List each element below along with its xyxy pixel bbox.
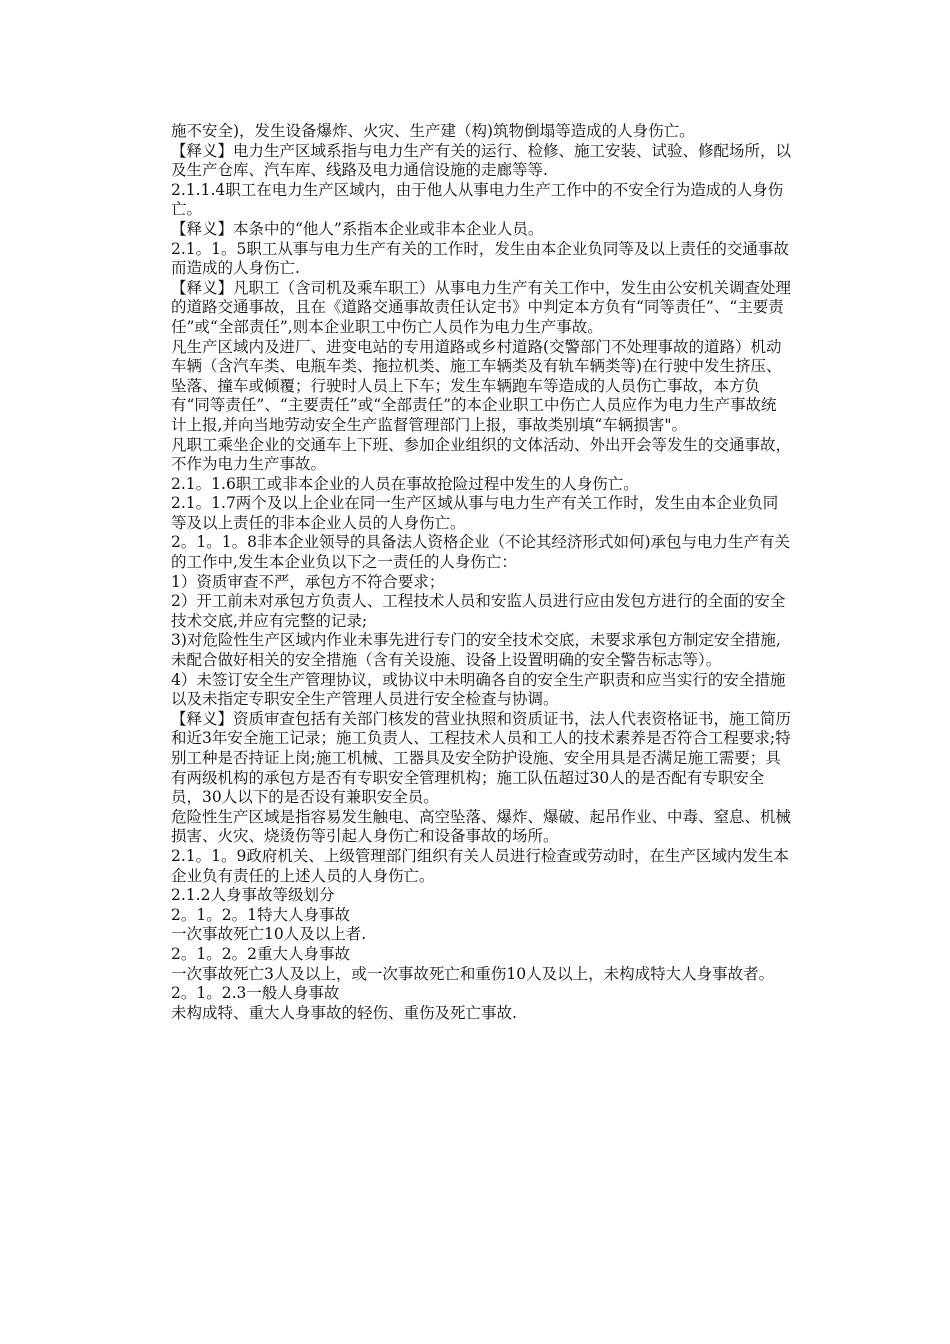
- paragraph: 【释义】本条中的“他人”系指本企业或非本企业人员。: [171, 219, 544, 238]
- paragraph: 凡生产区域内及进厂、进变电站的专用道路或乡村道路(交警部门不处理事故的道路）机动车辆（含汽车类、电瓶车类、拖拉机类、施工车辆类及有轨车辆类等)在行驶中发生挤压、坠落、撞车或倾覆；行驶时人员上下车；发生车辆跑车等造成的人员伤亡事故，本方负有“同等责任”、“主要责任”或“全部责任”的本企业职工中伤亡人员应作为电力生产事故统计上报,并向当地劳动安全生产监督管理部门上报，事故类别填“车辆损害"。: [171, 337, 782, 434]
- paragraph: 施不安全)，发生设备爆炸、火灾、生产建（构)筑物倒塌等造成的人身伤亡。: [171, 122, 695, 140]
- paragraph: 1）资质审查不严，承包方不符合要求；: [171, 572, 445, 591]
- paragraph: 2.1。1。9政府机关、上级管理部门组织有关人员进行检查或劳动时，在生产区域内发生本企业负有责任的上述人员的人身伤亡。: [171, 846, 789, 885]
- paragraph: 【释义】电力生产区域系指与电力生产有关的运行、检修、施工安装、试验、修配场所，以及生产仓库、汽车库、线路及电力通信设施的走廊等等.: [171, 141, 792, 180]
- paragraph: 一次事故死亡10人及以上者.: [171, 925, 367, 944]
- document-body: [171, 122, 791, 1023]
- paragraph: 未构成特、重大人身事故的轻伤、重伤及死亡事故.: [171, 1003, 517, 1022]
- paragraph: 一次事故死亡3人及以上，或一次事故死亡和重伤10人及以上，未构成特大人身事故者。: [171, 964, 775, 983]
- paragraph: 【释义】资质审查包括有关部门核发的营业执照和资质证书，法人代表资格证书，施工简历和近3年安全施工记录；施工负责人、工程技术人员和工人的技术素养是否符合工程要求;特别工种是否持证上岗;施工机械、工器具及安全防护设施、安全用具是否满足施工需要；具有两级机构的承包方是否有专职安全管理机构；施工队伍超过30人的是否配有专职安全员，30人以下的是否设有兼职安全员。: [171, 709, 792, 807]
- paragraph: 4）未签订安全生产管理协议，或协议中未明确各自的安全生产职责和应当实行的安全措施以及未指定专职安全生产管理人员进行安全检查与协调。: [171, 670, 786, 709]
- subsection-heading: 2。1。2。2重大人身事故: [171, 944, 350, 963]
- paragraph: 【释义】凡职工（含司机及乘车职工）从事电力生产有关工作中，发生由公安机关调查处理的道路交通事故，且在《道路交通事故责任认定书》中判定本方负有“同等责任”、“主要责任”或“全部责任”,则本企业职工中伤亡人员作为电力生产事故。: [171, 278, 792, 336]
- paragraph: 2。1。1。8非本企业领导的具备法人资格企业（不论其经济形式如何)承包与电力生产有关的工作中,发生本企业负以下之一责任的人身伤亡：: [171, 533, 790, 572]
- paragraph: 3)对危险性生产区域内作业未事先进行专门的安全技术交底，未要求承包方制定安全措施,未配合做好相关的安全措施（含有关设施、设备上设置明确的安全警告标志等）。: [171, 631, 781, 670]
- subsection-heading: 2。1。2.3一般人身事故: [171, 984, 340, 1003]
- paragraph: 危险性生产区域是指容易发生触电、高空坠落、爆炸、爆破、起吊作业、中毒、窒息、机械损害、火灾、烧烫伤等引起人身伤亡和设备事故的场所。: [171, 807, 792, 846]
- paragraph: 2）开工前未对承包方负责人、工程技术人员和安监人员进行应由发包方进行的全面的安全技术交底,并应有完整的记录;: [171, 592, 786, 630]
- subsection-heading: 2。1。2。1特大人身事故: [171, 905, 350, 924]
- paragraph: 2.1.1.4职工在电力生产区域内，由于他人从事电力生产工作中的不安全行为造成的人身伤亡。: [171, 180, 784, 219]
- paragraph: 凡职工乘坐企业的交通车上下班、参加企业组织的文体活动、外出开会等发生的交通事故，不作为电力生产事故。: [171, 435, 792, 474]
- paragraph: 2.1。1.7两个及以上企业在同一生产区域从事与电力生产有关工作时，发生由本企业负同等及以上责任的非本企业人员的人身伤亡。: [171, 494, 779, 532]
- paragraph: 2.1。1.6职工或非本企业的人员在事故抢险过程中发生的人身伤亡。: [171, 474, 639, 493]
- section-heading: 2.1.2人身事故等级划分: [171, 886, 335, 905]
- paragraph: 2.1。1。5职工从事与电力生产有关的工作时，发生由本企业负同等及以上责任的交通事故而造成的人身伤亡.: [171, 239, 789, 278]
